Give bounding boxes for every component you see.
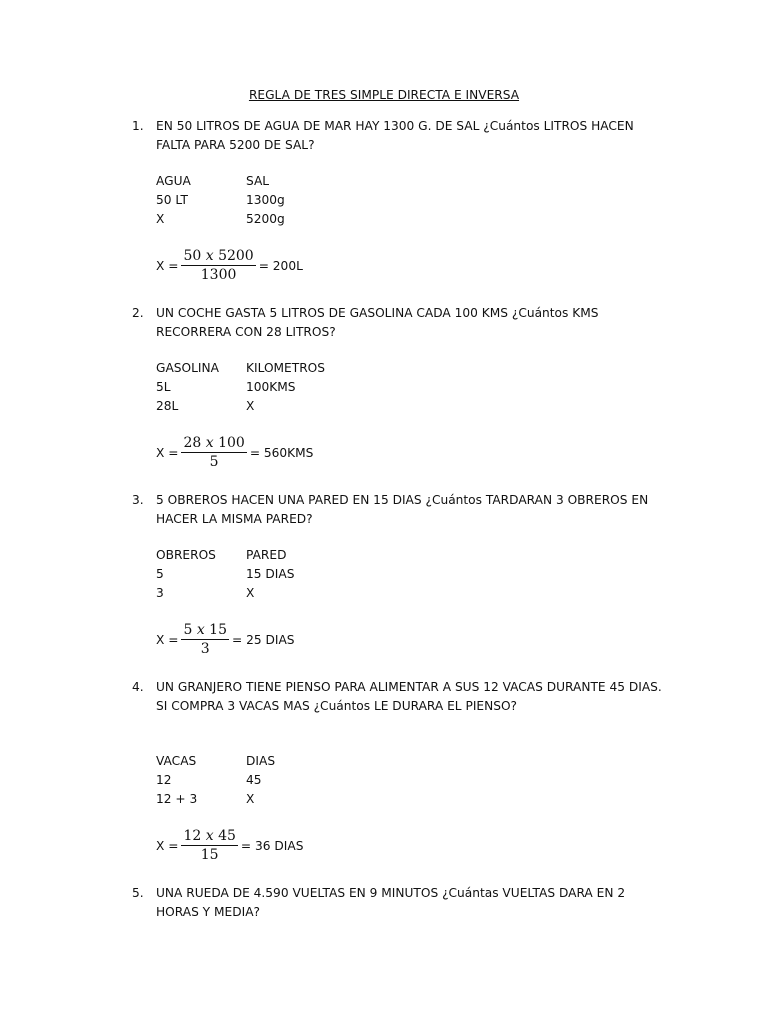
table-cell: 50 LT [156, 193, 188, 207]
fraction-numerator [181, 248, 255, 266]
times-sign: x [205, 435, 214, 451]
table-header-row [156, 752, 456, 771]
factor: 50 [183, 248, 202, 264]
problem-statement: UN COCHE GASTA 5 LITROS DE GASOLINA CADA 100 KMS ¿Cuántos KMS RECORRERA CON 28 LITROS? [156, 306, 599, 339]
table-row [156, 378, 456, 397]
table-cell: 15 DIAS [246, 567, 295, 581]
table-cell: OBREROS [156, 548, 216, 562]
factor: 100 [218, 435, 245, 451]
fraction [181, 622, 229, 658]
fraction-denominator: 15 [200, 847, 219, 863]
table-row [156, 584, 456, 603]
fraction-denominator: 5 [209, 454, 219, 470]
table-cell: 5200g [246, 212, 285, 226]
formula [156, 620, 295, 660]
table-cell: 100KMS [246, 380, 296, 394]
fraction-numerator [181, 828, 237, 846]
problem-statement: 5 OBREROS HACEN UNA PARED EN 15 DIAS ¿Cuántos TARDARAN 3 OBREROS EN HACER LA MISMA PARED? [156, 493, 649, 526]
table-cell: DIAS [246, 754, 276, 768]
page-title: REGLA DE TRES SIMPLE DIRECTA E INVERSA [248, 88, 520, 102]
times-sign: x [205, 248, 214, 264]
fraction [181, 828, 237, 864]
table-cell: SAL [246, 174, 270, 188]
table-cell: KILOMETROS [246, 361, 325, 375]
table-cell: 28L [156, 399, 179, 413]
problem-statement: EN 50 LITROS DE AGUA DE MAR HAY 1300 G. DE SAL ¿Cuántos LITROS HACEN FALTA PARA 5200 DE SAL? [156, 119, 634, 152]
formula [156, 433, 313, 473]
problem-statement: UN GRANJERO TIENE PIENSO PARA ALIMENTAR A SUS 12 VACAS DURANTE 45 DIAS. SI COMPRA 3 VACAS MAS ¿Cuántos LE DURARA EL PIENSO? [156, 680, 662, 713]
formula-result: = 200L [258, 259, 303, 273]
problem-number: 3. [132, 493, 144, 507]
formula-lhs: X = [156, 446, 179, 460]
table-header-row [156, 546, 456, 565]
factor: 15 [209, 622, 227, 638]
table-cell: 1300g [246, 193, 285, 207]
formula [156, 826, 303, 866]
table-cell: 3 [156, 586, 164, 600]
table-cell: X [156, 212, 165, 226]
fraction [181, 435, 246, 471]
formula-result: = 560KMS [249, 446, 314, 460]
table-cell: VACAS [156, 754, 197, 768]
table-cell: GASOLINA [156, 361, 219, 375]
table-row [156, 210, 456, 229]
table-cell: 5L [156, 380, 171, 394]
times-sign: x [196, 622, 205, 638]
table-row [156, 565, 456, 584]
table-row [156, 191, 456, 210]
problem-number: 1. [132, 119, 144, 133]
factor: 5 [183, 622, 193, 638]
table-row [156, 397, 456, 416]
table-header-row [156, 172, 456, 191]
table-cell: X [246, 586, 255, 600]
factor: 12 [183, 828, 202, 844]
problem-statement: UNA RUEDA DE 4.590 VUELTAS EN 9 MINUTOS ¿Cuántas VUELTAS DARA EN 2 HORAS Y MEDIA? [156, 886, 626, 919]
table-header-row [156, 359, 456, 378]
problem-number: 2. [132, 306, 144, 320]
table-cell: X [246, 399, 255, 413]
formula-lhs: X = [156, 259, 179, 273]
fraction-denominator: 1300 [200, 267, 237, 283]
factor: 45 [218, 828, 236, 844]
table-cell: 45 [246, 773, 262, 787]
formula [156, 246, 303, 286]
problem-number: 5. [132, 886, 144, 900]
times-sign: x [205, 828, 214, 844]
formula-lhs: X = [156, 839, 179, 853]
fraction [181, 248, 255, 284]
table-cell: 12 [156, 773, 172, 787]
fraction-numerator [181, 435, 246, 453]
table-row [156, 771, 456, 790]
table-row [156, 790, 456, 809]
factor: 5200 [218, 248, 254, 264]
table-cell: X [246, 792, 255, 806]
formula-result: = 36 DIAS [240, 839, 304, 853]
fraction-denominator: 3 [200, 641, 210, 657]
table-cell: PARED [246, 548, 287, 562]
table-cell: 12 + 3 [156, 792, 198, 806]
factor: 28 [183, 435, 202, 451]
problem-number: 4. [132, 680, 144, 694]
table-cell: 5 [156, 567, 164, 581]
table-cell: AGUA [156, 174, 191, 188]
formula-result: = 25 DIAS [232, 633, 295, 647]
formula-lhs: X = [156, 633, 179, 647]
fraction-numerator [181, 622, 229, 640]
